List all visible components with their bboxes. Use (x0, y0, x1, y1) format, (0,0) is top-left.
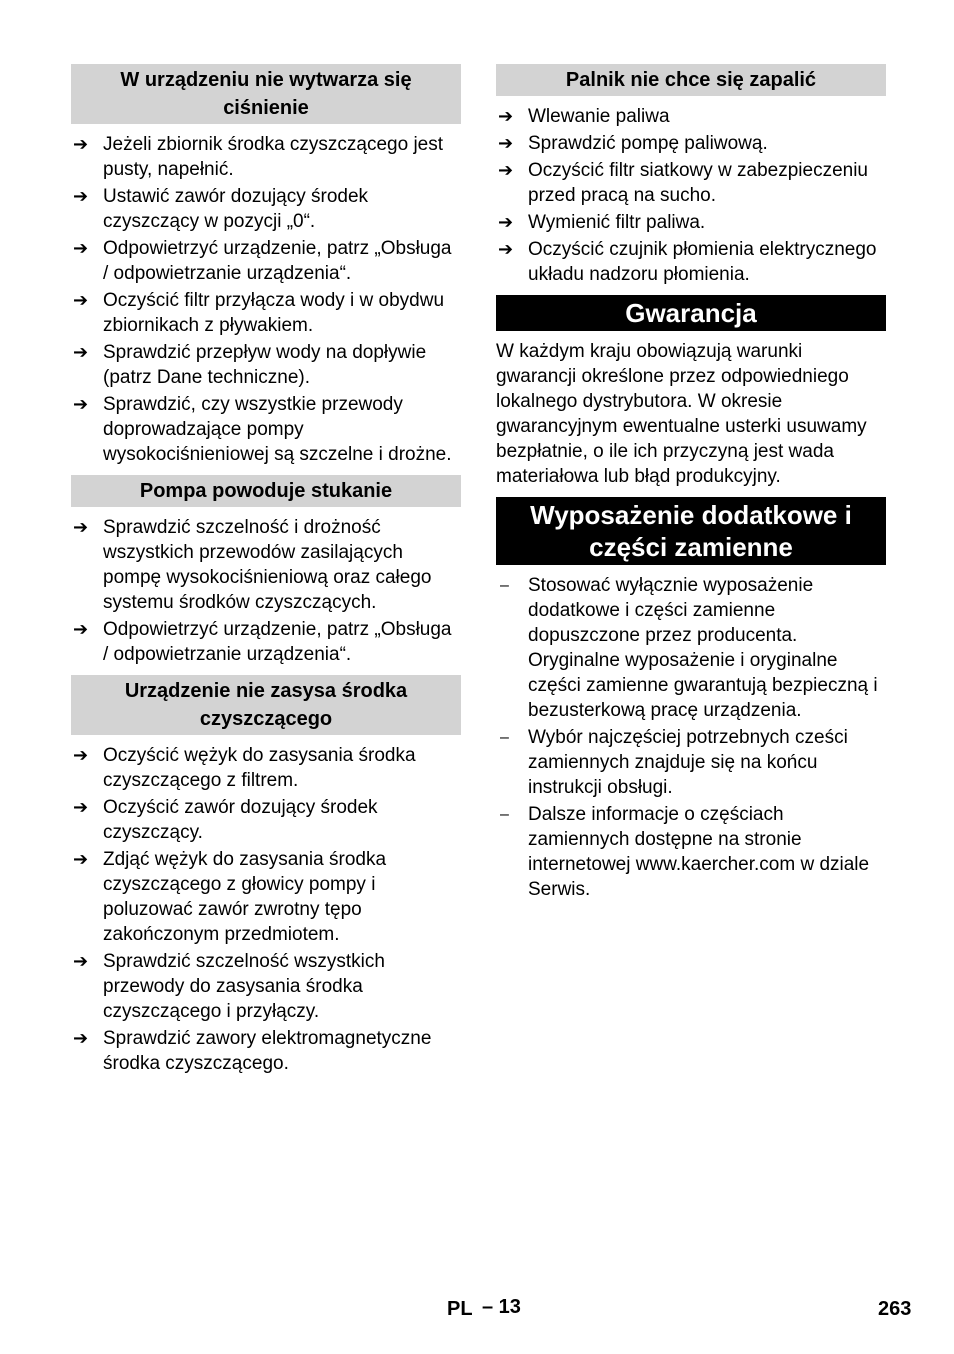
section-heading: W urządzeniu nie wytwarza się ciśnienie (71, 64, 461, 124)
footer-section-page: – 13 (482, 1296, 521, 1318)
arrow-right-icon: ➔ (73, 238, 89, 258)
arrow-right-icon: ➔ (73, 186, 89, 206)
list-item: ➔ Sprawdzić pompę paliwową. (498, 133, 768, 154)
list-item: – Stosować wyłącznie wyposażenie dodatkowe i części zamienne dopuszczone przez producenta. Oryginalne wyposażenie i oryginalne części zamienne gwarantują bezpieczną i bezusterkową pracę urządzenia. (500, 575, 878, 721)
arrow-right-icon: ➔ (73, 745, 89, 765)
list-item: ➔ Odpowietrzyć urządzenie, patrz „Obsługa / odpowietrzanie urządzenia“. (73, 619, 452, 665)
arrow-right-icon: ➔ (73, 290, 89, 310)
list-item: ➔ Sprawdzić szczelność i drożność wszystkich przewodów zasilających pompę wysokociśnieniową oraz całego systemu środków czyszczących. (73, 517, 432, 613)
section-heading: Urządzenie nie zasysa środka czyszczącego (71, 675, 461, 735)
list-item: ➔ Wlewanie paliwa (498, 106, 670, 127)
instruction-list (71, 515, 461, 667)
arrow-right-icon: ➔ (73, 619, 89, 639)
list-item: ➔ Oczyścić zawór dozujący środek czyszczący. (73, 797, 378, 843)
chapter-heading: Gwarancja (496, 295, 886, 331)
list-item: ➔ Ustawić zawór dozujący środek czyszczący w pozycji „0“. (73, 186, 369, 232)
section-burner-not-igniting (496, 64, 886, 287)
dash-icon: – (500, 729, 509, 746)
footer-language: PL (447, 1298, 473, 1320)
list-item: ➔ Oczyścić filtr siatkowy w zabezpieczeniu przed pracą na sucho. (498, 160, 868, 206)
section-pump-knocking (71, 475, 461, 667)
right-column (496, 64, 886, 910)
arrow-right-icon: ➔ (498, 212, 514, 232)
chapter-heading: Wyposażenie dodatkowe i części zamienne (496, 497, 886, 565)
arrow-right-icon: ➔ (498, 239, 514, 259)
section-no-pressure (71, 64, 461, 467)
list-item: – Dalsze informacje o częściach zamiennych dostępne na stronie internetowej www.kaercher.com w dziale Serwis. (500, 804, 870, 900)
section-warranty (496, 295, 886, 489)
warranty-text: W każdym kraju obowiązują warunki gwarancji określone przez odpowiedniego lokalnego dystrybutora. W okresie gwarancyjnym ewentualne usterki usuwamy bezpłatnie, o ile ich przyczyną jest wada materiałowa lub błąd produkcyjny. (496, 341, 867, 487)
list-item: ➔ Wymienić filtr paliwa. (498, 212, 706, 233)
list-item: ➔ Oczyścić czujnik płomienia elektrycznego układu nadzoru płomienia. (498, 239, 877, 285)
arrow-right-icon: ➔ (73, 134, 89, 154)
arrow-right-icon: ➔ (73, 342, 89, 362)
list-item: ➔ Zdjąć wężyk do zasysania środka czyszczącego z głowicy pompy i poluzować zawór zwrotny tępo zakończonym przedmiotem. (73, 849, 387, 945)
arrow-right-icon: ➔ (498, 106, 514, 126)
arrow-right-icon: ➔ (73, 849, 89, 869)
dash-icon: – (500, 806, 509, 823)
list-item: ➔ Oczyścić filtr przyłącza wody i w obydwu zbiornikach z pływakiem. (73, 290, 445, 336)
list-item: ➔ Odpowietrzyć urządzenie, patrz „Obsługa / odpowietrzanie urządzenia“. (73, 238, 452, 284)
section-no-detergent-suction (71, 675, 461, 1076)
section-accessories (496, 497, 886, 902)
left-column (71, 64, 461, 1084)
arrow-right-icon: ➔ (73, 951, 89, 971)
accessories-list (496, 573, 886, 902)
arrow-right-icon: ➔ (498, 133, 514, 153)
list-item: ➔ Sprawdzić zawory elektromagnetyczne środka czyszczącego. (73, 1028, 432, 1074)
section-heading: Pompa powoduje stukanie (71, 475, 461, 507)
list-item: ➔ Sprawdzić przepływ wody na dopływie (patrz Dane techniczne). (73, 342, 427, 388)
list-item: ➔ Oczyścić wężyk do zasysania środka czyszczącego z filtrem. (73, 745, 416, 791)
arrow-right-icon: ➔ (73, 797, 89, 817)
arrow-right-icon: ➔ (73, 517, 89, 537)
list-item: – Wybór najczęściej potrzebnych cześci zamiennych znajduje się na końcu instrukcji obsługi. (500, 727, 848, 798)
list-item: ➔ Sprawdzić szczelność wszystkich przewody do zasysania środka czyszczącego i przyłączy. (73, 951, 385, 1022)
footer-page-number: 263 (878, 1298, 912, 1320)
instruction-list (71, 132, 461, 467)
dash-icon: – (500, 577, 509, 594)
instruction-list (71, 743, 461, 1076)
section-heading: Palnik nie chce się zapalić (496, 64, 886, 96)
list-item: ➔ Jeżeli zbiornik środka czyszczącego jest pusty, napełnić. (73, 134, 444, 180)
instruction-list (496, 104, 886, 287)
list-item: ➔ Sprawdzić, czy wszystkie przewody doprowadzające pompy wysokociśnieniowej są szczelne i drożne. (73, 394, 452, 465)
arrow-right-icon: ➔ (73, 394, 89, 414)
arrow-right-icon: ➔ (73, 1028, 89, 1048)
arrow-right-icon: ➔ (498, 160, 514, 180)
